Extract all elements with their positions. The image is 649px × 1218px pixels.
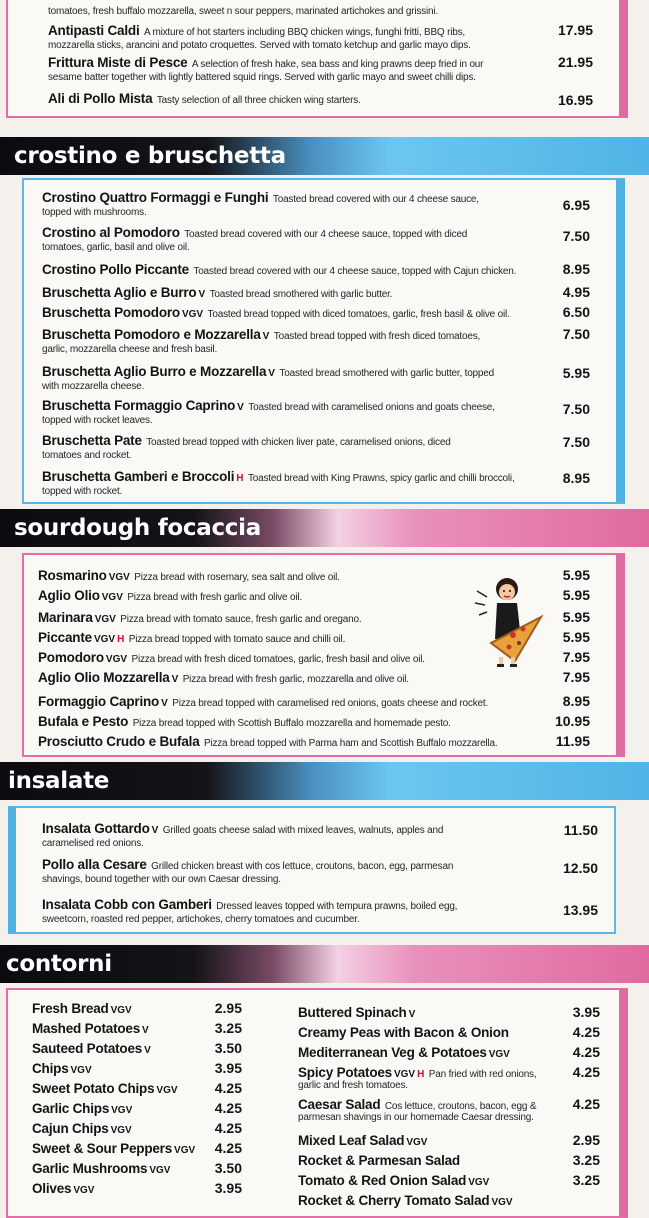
diet-tag: VGV (101, 592, 123, 603)
item-price: 3.95 (214, 1180, 242, 1196)
item-name: Garlic Chips (32, 1101, 110, 1116)
item-desc: Toasted bread topped with fresh diced tomatoes, (273, 331, 481, 342)
item-name: Chips (32, 1061, 69, 1076)
item-desc: Pan fried with red onions, (428, 1069, 537, 1080)
diet-tag-hot: H (417, 1069, 425, 1080)
item-price: 5.95 (562, 609, 590, 625)
item-price: 6.50 (562, 304, 590, 320)
diet-tag: VGV (94, 614, 116, 625)
item-name: Aglio Olio (38, 588, 100, 603)
item-name: Fresh Bread (32, 1001, 109, 1016)
list-item (298, 1004, 608, 1022)
diet-tag: V (262, 331, 270, 342)
item-desc-2: shavings, bound together with our own Caesar dressing. (42, 874, 281, 885)
item-price: 13.95 (562, 902, 598, 918)
focaccia-section (22, 553, 625, 757)
list-item (32, 1060, 252, 1078)
item-name: Tomato & Red Onion Salad (298, 1173, 467, 1188)
item-desc: Pizza bread with fresh diced tomatoes, garlic, fresh basil and olive oil. (131, 654, 425, 665)
item-name: Marinara (38, 610, 93, 625)
item-name: Pollo alla Cesare (42, 857, 147, 872)
item-name: Creamy Peas with Bacon & Onion (298, 1025, 509, 1040)
list-item (32, 1120, 252, 1138)
section-header-insalate (0, 762, 649, 800)
item-desc: A selection of fresh hake, sea bass and king prawns deep fried in our (191, 59, 484, 70)
menu-item (24, 733, 616, 751)
diet-tag: VGV (110, 1005, 132, 1016)
item-name: Olives (32, 1181, 72, 1196)
item-desc: Toasted bread with caramelised onions and goats cheese, (248, 402, 495, 413)
diet-tag: V (408, 1009, 416, 1020)
list-item (298, 1096, 608, 1124)
item-desc: Pizza bread topped with tomato sauce and chilli oil. (128, 634, 346, 645)
item-desc-2: parmesan shavings in our homemade Caesar dressing. (298, 1112, 534, 1123)
item-desc-2: topped with mushrooms. (42, 207, 147, 218)
diet-tag: VGV (70, 1065, 92, 1076)
item-price: 4.25 (572, 1044, 600, 1060)
menu-item (16, 820, 614, 850)
item-name: Insalata Gottardo (42, 821, 150, 836)
item-desc: Toasted bread covered with our 4 cheese sauce, (272, 194, 479, 205)
diet-tag: V (151, 825, 159, 836)
list-item (298, 1192, 608, 1210)
item-name: Mediterranean Veg & Potatoes (298, 1045, 487, 1060)
item-name: Antipasti Caldi (48, 23, 140, 38)
item-name: Mixed Leaf Salad (298, 1133, 405, 1148)
item-desc: Toasted bread smothered with garlic butter. (209, 289, 393, 300)
menu-item (24, 284, 616, 302)
item-price: 4.25 (572, 1024, 600, 1040)
item-price: 12.50 (562, 860, 598, 876)
item-price: 21.95 (557, 54, 593, 70)
diet-tag: VGV (149, 1165, 171, 1176)
item-price: 5.95 (562, 587, 590, 603)
item-name: Spicy Potatoes (298, 1065, 392, 1080)
menu-item (16, 856, 614, 886)
item-price: 16.95 (557, 92, 593, 108)
diet-tag-hot: H (117, 634, 125, 645)
diet-tag: V (237, 402, 244, 413)
item-price: 4.25 (572, 1064, 600, 1080)
list-item (32, 1180, 252, 1198)
diet-tag: VGV (111, 1105, 133, 1116)
menu-item (24, 224, 616, 254)
item-desc: Toasted bread smothered with garlic butter, topped (279, 368, 495, 379)
item-name: Rosmarino (38, 568, 107, 583)
item-name: Cajun Chips (32, 1121, 109, 1136)
menu-item (24, 304, 616, 322)
diet-tag: VGV (406, 1137, 428, 1148)
item-name: Crostino Quattro Formaggi e Funghi (42, 190, 269, 205)
menu-item (8, 54, 619, 84)
item-desc: Pizza bread with tomato sauce, fresh garlic and oregano. (120, 614, 362, 625)
list-item (32, 1080, 252, 1098)
list-item (32, 1040, 252, 1058)
item-desc: Pizza bread with fresh garlic and olive oil. (127, 592, 302, 603)
item-name: Aglio Olio Mozzarella (38, 670, 170, 685)
item-desc-2: topped with rocket leaves. (42, 415, 153, 426)
item-price: 4.25 (214, 1140, 242, 1156)
section-header-contorni (0, 945, 649, 983)
list-item (298, 1132, 608, 1150)
item-desc: Pizza bread topped with caramelised red onions, goats cheese and rocket. (172, 698, 489, 709)
item-price: 11.95 (555, 733, 590, 749)
diet-tag: VGV (393, 1069, 416, 1080)
item-price: 5.95 (562, 567, 590, 583)
item-price: 6.95 (562, 197, 590, 213)
item-desc: A mixture of hot starters including BBQ chicken wings, funghi fritti, BBQ ribs, (143, 27, 465, 38)
crostino-section (22, 178, 625, 504)
item-desc: Pizza bread topped with Parma ham and Scottish Buffalo mozzarella. (203, 738, 498, 749)
item-price: 3.50 (214, 1160, 242, 1176)
item-name: Formaggio Caprino (38, 694, 160, 709)
diet-tag: VGV (108, 572, 130, 583)
item-name: Rocket & Parmesan Salad (298, 1153, 460, 1168)
diet-tag-hot: H (236, 473, 244, 484)
item-price: 4.25 (214, 1100, 242, 1116)
item-desc-2: sweetcorn, roasted red pepper, artichokes, cherry tomatoes and cucumber. (42, 914, 360, 925)
item-desc: Cos lettuce, croutons, bacon, egg & (384, 1101, 537, 1112)
item-name: Bufala e Pesto (38, 714, 129, 729)
item-price: 8.95 (562, 261, 590, 277)
item-name: Ali di Pollo Mista (48, 91, 153, 106)
item-desc: Grilled chicken breast with cos lettuce, croutons, bacon, egg, parmesan (151, 861, 454, 872)
item-name: Bruschetta Pomodoro e Mozzarella (42, 327, 261, 342)
diet-tag: VGV (156, 1085, 178, 1096)
item-price: 3.25 (214, 1020, 242, 1036)
list-item (298, 1024, 608, 1042)
section-title: insalate (8, 768, 110, 794)
diet-tag: VGV (93, 634, 116, 645)
menu-item (24, 669, 616, 687)
item-price: 2.95 (214, 1000, 242, 1016)
list-item (32, 1000, 252, 1018)
pizza-girl-illustration (471, 569, 551, 669)
diet-tag: V (161, 698, 168, 709)
item-price: 5.95 (562, 365, 590, 381)
diet-tag: V (142, 1025, 149, 1036)
item-name: Prosciutto Crudo e Bufala (38, 734, 200, 749)
item-name: Garlic Mushrooms (32, 1161, 148, 1176)
diet-tag: VGV (105, 654, 128, 665)
item-price: 7.95 (562, 669, 590, 685)
diet-tag: V (171, 674, 179, 685)
diet-tag: V (198, 289, 206, 300)
diet-tag: VGV (468, 1177, 490, 1188)
item-price: 5.95 (562, 629, 590, 645)
list-item (298, 1172, 608, 1190)
item-name: Frittura Miste di Pesce (48, 55, 188, 70)
item-price: 11.50 (563, 822, 598, 838)
item-desc: Grilled goats cheese salad with mixed leaves, walnuts, apples and (162, 825, 444, 836)
item-name: Crostino Pollo Piccante (42, 262, 189, 277)
list-item (32, 1100, 252, 1118)
insalate-section (8, 806, 616, 934)
item-price: 17.95 (557, 22, 593, 38)
item-name: Sauteed Potatoes (32, 1041, 143, 1056)
list-item (298, 1044, 608, 1062)
item-desc-2: caramelised red onions. (42, 838, 144, 849)
item-desc-2: with mozzarella cheese. (42, 381, 145, 392)
menu-item (24, 468, 616, 498)
section-title: sourdough focaccia (14, 515, 261, 541)
item-desc-2: garlic and fresh tomatoes. (298, 1080, 408, 1091)
item-price: 3.95 (214, 1060, 242, 1076)
contorni-section (6, 988, 628, 1218)
item-desc: Pizza bread with rosemary, sea salt and olive oil. (134, 572, 340, 583)
item-desc: Toasted bread covered with our 4 cheese sauce, topped with diced (184, 229, 468, 240)
diet-tag: VGV (181, 309, 204, 320)
section-header-crostino (0, 137, 649, 175)
diet-tag: V (144, 1045, 151, 1056)
menu-item (24, 693, 616, 711)
list-item (298, 1064, 608, 1092)
item-price: 7.50 (562, 326, 590, 342)
section-title: crostino e bruschetta (14, 143, 286, 169)
item-price: 2.95 (572, 1132, 600, 1148)
list-item (32, 1140, 252, 1158)
menu-item (8, 22, 619, 52)
item-desc-2: tomatoes, garlic, basil and olive oil. (42, 242, 190, 253)
item-desc: Toasted bread with King Prawns, spicy garlic and chilli broccoli, (247, 473, 515, 484)
item-price: 8.95 (562, 693, 590, 709)
item-desc: Tasty selection of all three chicken wing starters. (156, 95, 361, 106)
menu-item (24, 432, 616, 462)
item-desc-2: sesame batter together with lightly battered squid rings. Served with garlic mayo and sweet chilli dips. (48, 72, 476, 83)
item-name: Bruschetta Aglio Burro e Mozzarella (42, 364, 267, 379)
diet-tag: V (268, 368, 275, 379)
menu-item (24, 363, 616, 393)
item-desc: Toasted bread covered with our 4 cheese sauce, topped with Cajun chicken. (193, 266, 517, 277)
diet-tag: VGV (488, 1049, 510, 1060)
item-price: 3.50 (214, 1040, 242, 1056)
menu-item (24, 326, 616, 356)
item-price: 7.50 (562, 228, 590, 244)
item-name: Bruschetta Formaggio Caprino (42, 398, 236, 413)
diet-tag: VGV (174, 1145, 196, 1156)
item-desc-2: topped with rocket. (42, 486, 123, 497)
item-name: Caesar Salad (298, 1097, 381, 1112)
item-desc-2: garlic, mozzarella cheese and fresh basil. (42, 344, 218, 355)
item-desc-2: mozzarella sticks, arancini and potato croquettes. Served with tomato ketchup and garlic mayo dips. (48, 40, 471, 51)
item-name: Pomodoro (38, 650, 104, 665)
item-name: Sweet & Sour Peppers (32, 1141, 173, 1156)
antipasti-intro: tomatoes, fresh buffalo mozzarella, sweet n sour peppers, marinated artichokes and grissini. (48, 6, 438, 17)
menu-item (24, 261, 616, 279)
list-item (32, 1160, 252, 1178)
item-name: Piccante (38, 630, 92, 645)
section-title: contorni (6, 951, 112, 977)
item-price: 3.25 (572, 1152, 600, 1168)
diet-tag: VGV (110, 1125, 132, 1136)
item-name: Sweet Potato Chips (32, 1081, 155, 1096)
item-desc: Pizza bread with fresh garlic, mozzarella and olive oil. (182, 674, 409, 685)
item-price: 7.50 (562, 434, 590, 450)
antipasti-section (6, 0, 628, 118)
item-price: 3.95 (572, 1004, 600, 1020)
list-item (32, 1020, 252, 1038)
item-desc: Pizza bread topped with Scottish Buffalo mozzarella and homemade pesto. (132, 718, 451, 729)
item-name: Bruschetta Pate (42, 433, 142, 448)
item-desc: Toasted bread topped with chicken liver pate, caramelised onions, diced (146, 437, 451, 448)
item-price: 4.25 (214, 1120, 242, 1136)
item-name: Bruschetta Pomodoro (42, 305, 180, 320)
item-name: Bruschetta Aglio e Burro (42, 285, 197, 300)
diet-tag: VGV (73, 1185, 95, 1196)
item-name: Rocket & Cherry Tomato Salad (298, 1193, 490, 1208)
menu-item (24, 189, 616, 219)
item-name: Buttered Spinach (298, 1005, 407, 1020)
menu-item (24, 397, 616, 427)
item-price: 4.95 (562, 284, 590, 300)
item-desc: Dressed leaves topped with tempura prawns, boiled egg, (216, 901, 458, 912)
item-price: 7.95 (562, 649, 590, 665)
item-name: Mashed Potatoes (32, 1021, 141, 1036)
item-desc: Toasted bread topped with diced tomatoes, garlic, fresh basil & olive oil. (207, 309, 510, 320)
list-item (298, 1152, 608, 1170)
item-price: 8.95 (562, 470, 590, 486)
diet-tag: VGV (491, 1197, 513, 1208)
item-price: 10.95 (554, 713, 590, 729)
menu-item (8, 90, 619, 108)
item-name: Insalata Cobb con Gamberi (42, 897, 212, 912)
item-price: 3.25 (572, 1172, 600, 1188)
item-name: Crostino al Pomodoro (42, 225, 180, 240)
menu-item (24, 713, 616, 731)
menu-item (16, 896, 614, 926)
item-price: 4.25 (214, 1080, 242, 1096)
item-name: Bruschetta Gamberi e Broccoli (42, 469, 235, 484)
item-price: 7.50 (562, 401, 590, 417)
item-desc-2: tomatoes and rocket. (42, 450, 132, 461)
item-price: 4.25 (572, 1096, 600, 1112)
section-header-focaccia (0, 509, 649, 547)
